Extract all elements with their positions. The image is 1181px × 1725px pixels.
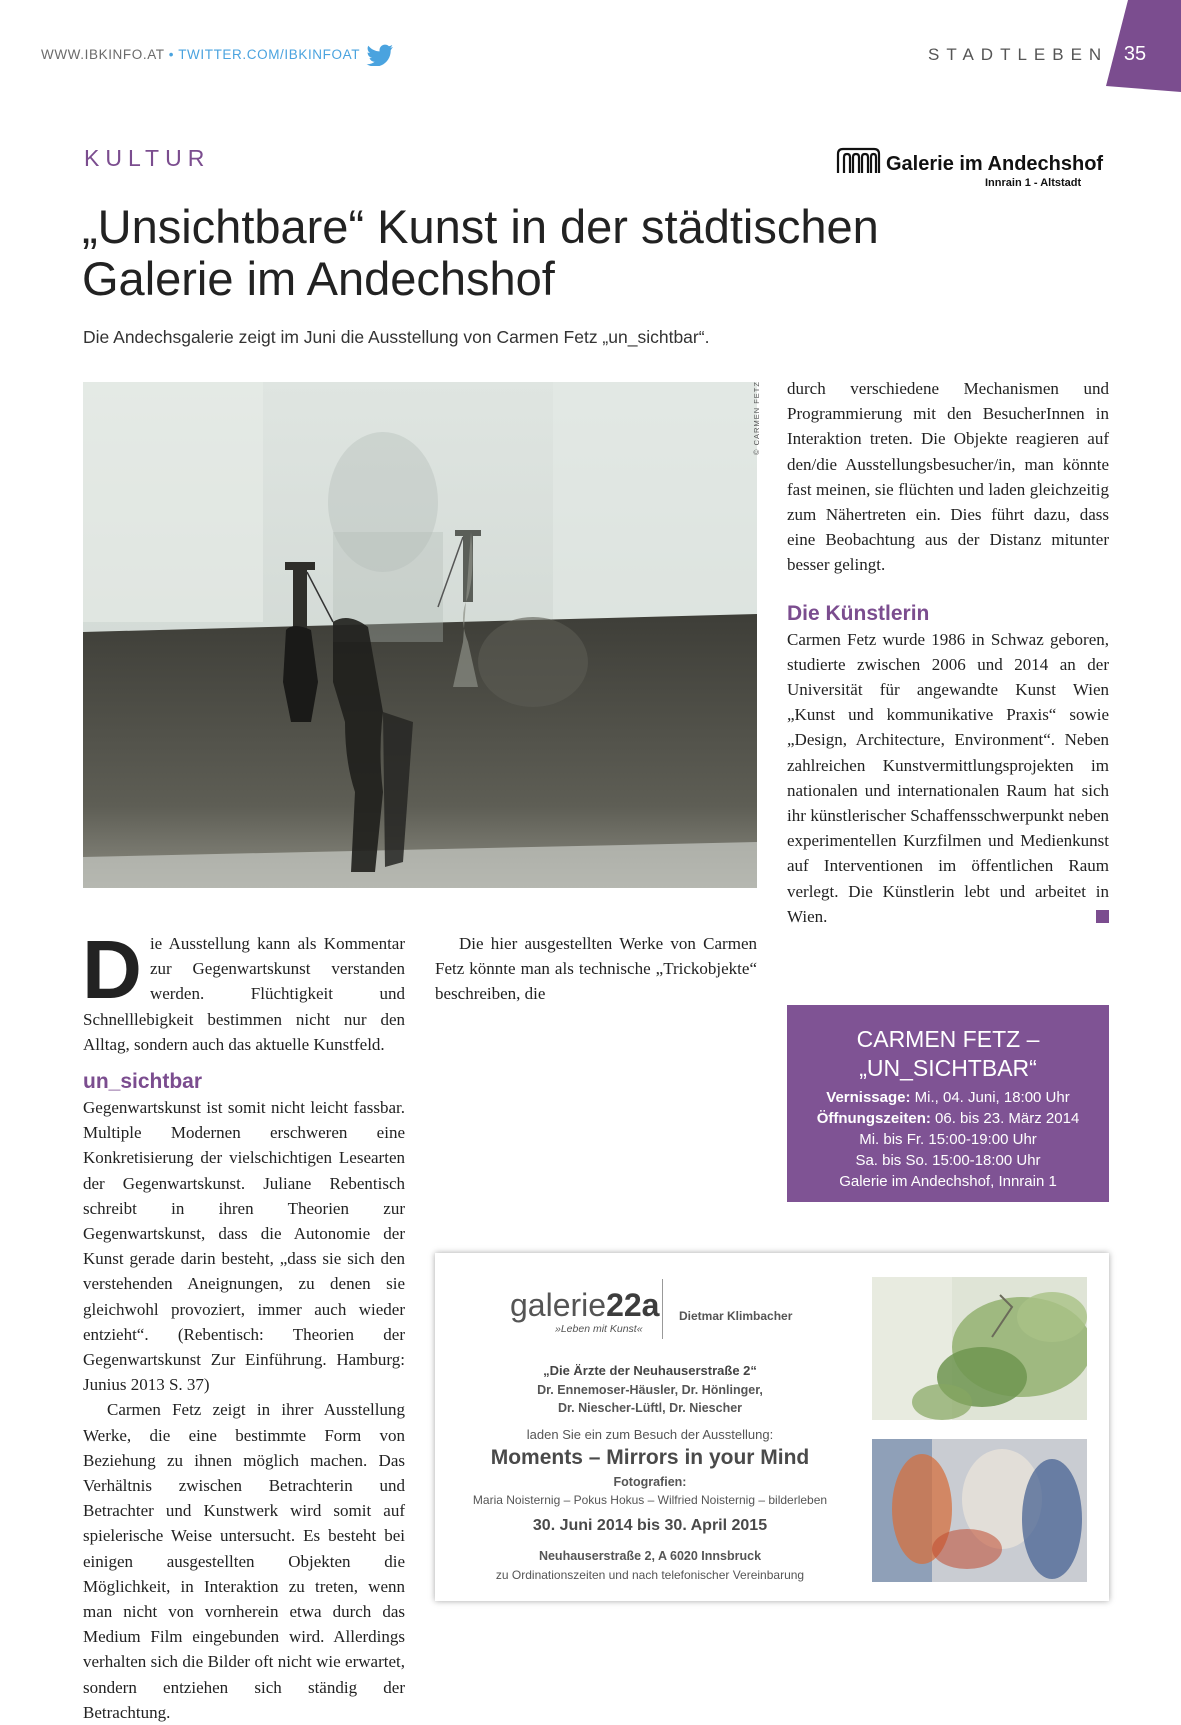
section-title: STADTLEBEN [928, 45, 1109, 64]
info-details [787, 1087, 1109, 1192]
ad-address: Neuhauserstraße 2, A 6020 Innsbruck [538, 1549, 762, 1563]
ad-practice: „Die Ärzte der Neuhauserstraße 2“ [543, 1363, 757, 1378]
header-separator: • [168, 47, 175, 62]
logo-address: Innrain 1 - Altstadt [985, 177, 1082, 189]
website-link[interactable]: WWW.IBKINFO.AT [41, 47, 165, 62]
ad-photo-plants [872, 1277, 1087, 1420]
twitter-bird-icon[interactable] [366, 44, 394, 66]
subhead-un-sichtbar: un_sichtbar [83, 1070, 203, 1094]
info-title: CARMEN FETZ – „UN_SICHTBAR“ [856, 1026, 1040, 1081]
ad-divider [662, 1279, 663, 1339]
article-title: „Unsichtbare“ Kunst in der städtischen Galerie im Andechshof [82, 200, 879, 305]
dropcap: D [82, 923, 142, 1016]
end-mark [1096, 910, 1109, 923]
article-column-2 [435, 931, 757, 1007]
ad-photos-label: Fotografien: [613, 1475, 687, 1489]
paragraph-3: Die hier ausgestellten Werke von Carmen Fetz könnte man als technische „Trickobjekte“ beschreiben, die [435, 934, 757, 1004]
ad-photographers: Maria Noisternig – Pokus Hokus – Wilfried Noisternig – bilderleben [472, 1493, 828, 1507]
ad-person: Dietmar Klimbacher [679, 1309, 793, 1323]
paragraph-5: Carmen Fetz wurde 1986 in Schwaz geboren, studierte zwischen 2006 und 2014 an der Universität für angewandte Kunst Wien „Kunst und kommunikative Praxis“ sowie „Design, Architecture, Environment“. Neben zahlreichen Kunstvermittlungsprojekten im nationalen und internationalen Raum hat sich ihr künstlerischer Schaffensschwerpunkt neben experimentellen Kurzfilmen und Medienkunst auf Interventionen im öffentlichen Raum verlegt. Die Künstlerin lebt und arbeitet in Wien. [787, 629, 1109, 926]
ad-hours: zu Ordinationszeiten und nach telefonischer Vereinbarung [495, 1568, 805, 1582]
exhibition-photo [83, 382, 757, 888]
ad-photo-mirrors [872, 1439, 1087, 1582]
paragraph-1: Gegenwartskunst ist somit nicht leicht fassbar. Multiple Modernen erschweren eine Konkretisierung der vielschichtigen Lesearten der Gegenwartskunst. Juliane Rebentisch schreibt in ihren Theorien zur Gegenwartskunst, dass die Autonomie der Kunst gerade darin besteht, „dass sie sich den verstehenden Aneignungen, zu denen sie gleichwohl provoziert, immer auch wieder entzieht“. (Rebentisch: Theorien der Gegenwartskunst Zur Einführung. Hamburg: Junius 2013 S. 37) [83, 1098, 405, 1395]
intro-paragraph: Die Ausstellung kann als Kommentar zur Gegenwartskunst verstanden werden. Flüchtigkeit und Schnelllebigkeit bestimmen nicht nur den Alltag, sondern auch das aktuelle Kunstfeld. [82, 923, 405, 1054]
weekend-line: Sa. bis So. 15:00-18:00 Uhr [855, 1152, 1041, 1169]
article-subtitle: Die Andechsgalerie zeigt im Juni die Ausstellung von Carmen Fetz „un_sichtbar“. [83, 327, 710, 347]
twitter-link[interactable]: TWITTER.COM/IBKINFOAT [178, 47, 361, 62]
galerie-22a-ad [435, 1253, 1109, 1601]
hours-line: Öffnungszeiten: 06. bis 23. März 2014 [816, 1110, 1080, 1127]
paragraph-4: durch verschiedene Mechanismen und Programmierung mit den BesucherInnen in Interaktion treten. Die Objekte reagieren auf den/die Ausstellungsbesucher/in, man könnte fast meinen, sie flüchten und laden gleichzeitig zum Nähertreten ein. Dies führt dazu, dass eine Beobachtung aus der Distanz mitunter besser gelingt. [787, 379, 1109, 575]
header-links [41, 47, 360, 62]
article-column-3 [787, 376, 1109, 929]
logo-name: Galerie im Andechshof [886, 153, 1104, 175]
exhibition-info-box [787, 1005, 1109, 1202]
article-kicker: KULTUR [84, 145, 211, 171]
article-column-1 [82, 923, 405, 1725]
paragraph-2: Carmen Fetz zeigt in ihrer Ausstellung Werke, die eine bestimmte Form von Beziehung zu ihnen möglich machen. Das Verhältnis zwischen Betrachterin und Betrachter und Kunstwerk wird somit auf spielerische Weise untersucht. Es besteht bei einigen ausgestellten Objekten die Möglichkeit, in Interaktion zu treten, wenn man nicht von vornherein etwa durch das Medium Film eingebunden wird. Allerdings verhalten sich die Bilder oft nicht wie erwartet, sondern entziehen sich ständig der Betrachtung. [83, 1400, 405, 1722]
ad-invite: laden Sie ein zum Besuch der Ausstellung: [526, 1427, 774, 1442]
venue-line: Galerie im Andechshof, Innrain 1 [839, 1173, 1057, 1190]
ad-tagline: »Leben mit Kunst« [555, 1323, 643, 1335]
ad-doctors-2: Dr. Niescher-Lüftl, Dr. Niescher [557, 1401, 743, 1415]
ad-exhibition: Moments – Mirrors in your Mind [490, 1446, 810, 1469]
vernissage-line: Vernissage: Mi., 04. Juni, 18:00 Uhr [826, 1089, 1070, 1106]
ad-brand: galerie22a [510, 1287, 660, 1323]
ad-doctors-1: Dr. Ennemoser-Häusler, Dr. Hönlinger, [537, 1383, 763, 1397]
weekdays-line: Mi. bis Fr. 15:00-19:00 Uhr [859, 1131, 1037, 1148]
subhead-kuenstlerin: Die Künstlerin [787, 601, 930, 625]
ad-dates: 30. Juni 2014 bis 30. April 2015 [532, 1517, 768, 1534]
photo-credit: © CARMEN FETZ [752, 381, 761, 455]
page-number: 35 [1123, 43, 1147, 65]
